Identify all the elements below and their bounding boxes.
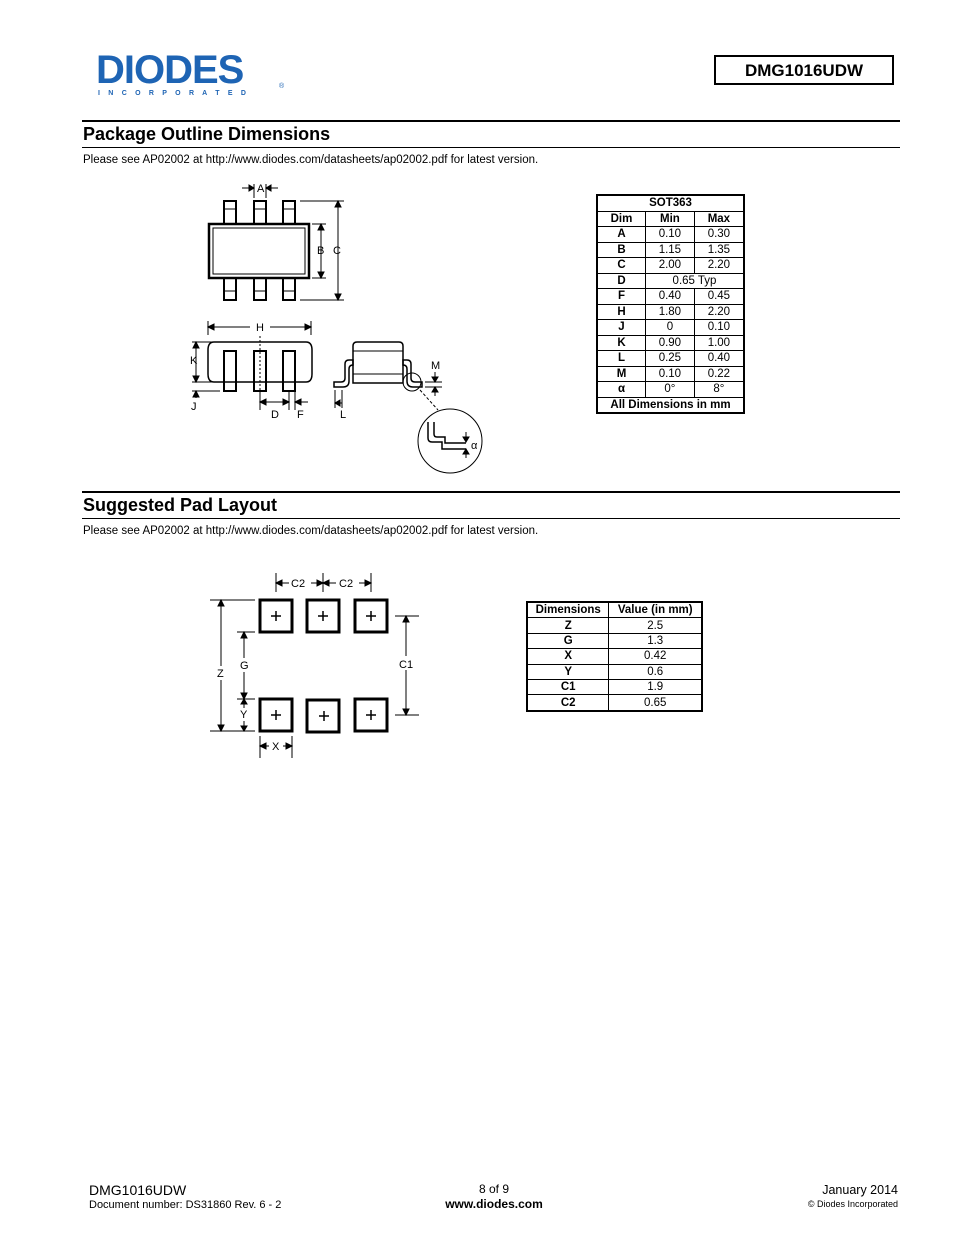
side-view — [334, 342, 482, 473]
cell-max: 1.35 — [694, 242, 744, 258]
cell-min: 0° — [646, 382, 695, 398]
dim-label-c2-right: C2 — [339, 578, 354, 590]
cell-max: 0.40 — [694, 351, 744, 367]
pad-layout-drawing — [205, 570, 430, 762]
cell-max: 0.45 — [694, 289, 744, 305]
cell-max: 8° — [694, 382, 744, 398]
dim-label-z: Z — [217, 668, 224, 680]
part-number-box: DMG1016UDW — [714, 55, 894, 85]
column-header: Dim — [597, 211, 646, 227]
column-header: Dimensions — [527, 602, 609, 618]
cell-dim: α — [597, 382, 646, 398]
dim-label-k: K — [190, 355, 198, 367]
table-row — [597, 335, 744, 351]
cell-max: 0.10 — [694, 320, 744, 336]
dim-label-j: J — [191, 401, 197, 413]
cell-min: 0.25 — [646, 351, 695, 367]
footer-copyright: © Diodes Incorporated — [807, 1199, 898, 1209]
column-header: Min — [646, 211, 695, 227]
footer-part-number: DMG1016UDW — [89, 1182, 187, 1198]
cell-dim: Z — [527, 618, 609, 633]
dim-label-g: G — [240, 660, 249, 672]
table-row — [527, 695, 702, 711]
front-view — [192, 321, 312, 410]
table-row — [597, 258, 744, 274]
dim-label-alpha: α — [471, 440, 478, 452]
cell-value: 0.65 — [609, 695, 702, 711]
cell-min: 2.00 — [646, 258, 695, 274]
footer-website[interactable]: www.diodes.com — [445, 1197, 543, 1211]
table-row — [527, 679, 702, 694]
table-row — [597, 289, 744, 305]
column-header: Max — [694, 211, 744, 227]
top-view — [209, 184, 344, 300]
dim-label-x: X — [272, 741, 280, 753]
sot363-dimensions-table — [596, 194, 745, 414]
cell-min: 0.10 — [646, 366, 695, 382]
cell-min: 1.80 — [646, 304, 695, 320]
table-row — [527, 649, 702, 664]
package-outline-note: Please see AP02002 at http://www.diodes.com/datasheets/ap02002.pdf for latest version. — [83, 154, 539, 166]
cell-max: 2.20 — [694, 258, 744, 274]
cell-min: 0.40 — [646, 289, 695, 305]
dim-label-h: H — [256, 322, 264, 334]
cell-value: 1.9 — [609, 679, 702, 694]
cell-dim: C2 — [527, 695, 609, 711]
dim-label-a: A — [257, 183, 265, 195]
cell-max: 2.20 — [694, 304, 744, 320]
cell-dim: C — [597, 258, 646, 274]
logo-subtext: I N C O R P O R A T E D — [98, 90, 250, 97]
footer-doc-number: Document number: DS31860 Rev. 6 - 2 — [89, 1199, 282, 1211]
pad-layout-title: Suggested Pad Layout — [83, 495, 278, 515]
table-row — [527, 618, 702, 633]
table-row — [597, 320, 744, 336]
cell-max: 0.30 — [694, 227, 744, 243]
cell-dim: J — [597, 320, 646, 336]
table-row — [597, 242, 744, 258]
table-row — [597, 351, 744, 367]
logo-registered: ® — [279, 83, 285, 90]
footer-page: 8 of 9 — [478, 1182, 510, 1196]
dim-label-y: Y — [240, 709, 248, 721]
cell-dim: K — [597, 335, 646, 351]
cell-dim: M — [597, 366, 646, 382]
dim-label-c2-left: C2 — [291, 578, 306, 590]
dim-label-c: C — [333, 245, 341, 257]
cell-dim: L — [597, 351, 646, 367]
dim-label-l: L — [340, 409, 347, 421]
cell-dim: B — [597, 242, 646, 258]
cell-dim: G — [527, 633, 609, 648]
dim-label-m: M — [431, 360, 441, 372]
table-row — [597, 227, 744, 243]
column-header: Value (in mm) — [609, 602, 702, 618]
logo-text: DIODES — [96, 48, 244, 92]
package-outline-drawing — [180, 178, 500, 483]
cell-typ: 0.65 Typ — [646, 273, 745, 289]
table-row — [597, 366, 744, 382]
table-row — [597, 273, 744, 289]
footer-date: January 2014 — [822, 1183, 898, 1197]
cell-dim: A — [597, 227, 646, 243]
cell-value: 0.42 — [609, 649, 702, 664]
table-row — [527, 664, 702, 679]
dim-label-b: B — [317, 245, 325, 257]
cell-max: 1.00 — [694, 335, 744, 351]
table-row — [597, 382, 744, 398]
cell-min: 0 — [646, 320, 695, 336]
cell-dim: C1 — [527, 679, 609, 694]
cell-max: 0.22 — [694, 366, 744, 382]
cell-value: 2.5 — [609, 618, 702, 633]
section-rule-bottom — [82, 147, 900, 148]
cell-dim: D — [597, 273, 646, 289]
cell-min: 0.90 — [646, 335, 695, 351]
table-footer: All Dimensions in mm — [597, 397, 744, 413]
cell-dim: F — [597, 289, 646, 305]
package-outline-title: Package Outline Dimensions — [83, 124, 331, 144]
section-rule-top — [82, 491, 900, 493]
section-rule-top — [82, 120, 900, 122]
cell-dim: Y — [527, 664, 609, 679]
cell-value: 0.6 — [609, 664, 702, 679]
table-row — [527, 633, 702, 648]
cell-min: 0.10 — [646, 227, 695, 243]
table-title: SOT363 — [597, 195, 744, 211]
dim-label-c1: C1 — [399, 659, 414, 671]
diodes-logo — [96, 48, 286, 98]
cell-value: 1.3 — [609, 633, 702, 648]
cell-dim: X — [527, 649, 609, 664]
dim-label-f: F — [297, 409, 304, 421]
table-row — [597, 304, 744, 320]
pad-layout-table — [526, 601, 703, 712]
cell-min: 1.15 — [646, 242, 695, 258]
section-rule-bottom — [82, 518, 900, 519]
pad-layout-note: Please see AP02002 at http://www.diodes.com/datasheets/ap02002.pdf for latest version. — [83, 525, 539, 537]
cell-dim: H — [597, 304, 646, 320]
dim-label-d: D — [271, 409, 279, 421]
